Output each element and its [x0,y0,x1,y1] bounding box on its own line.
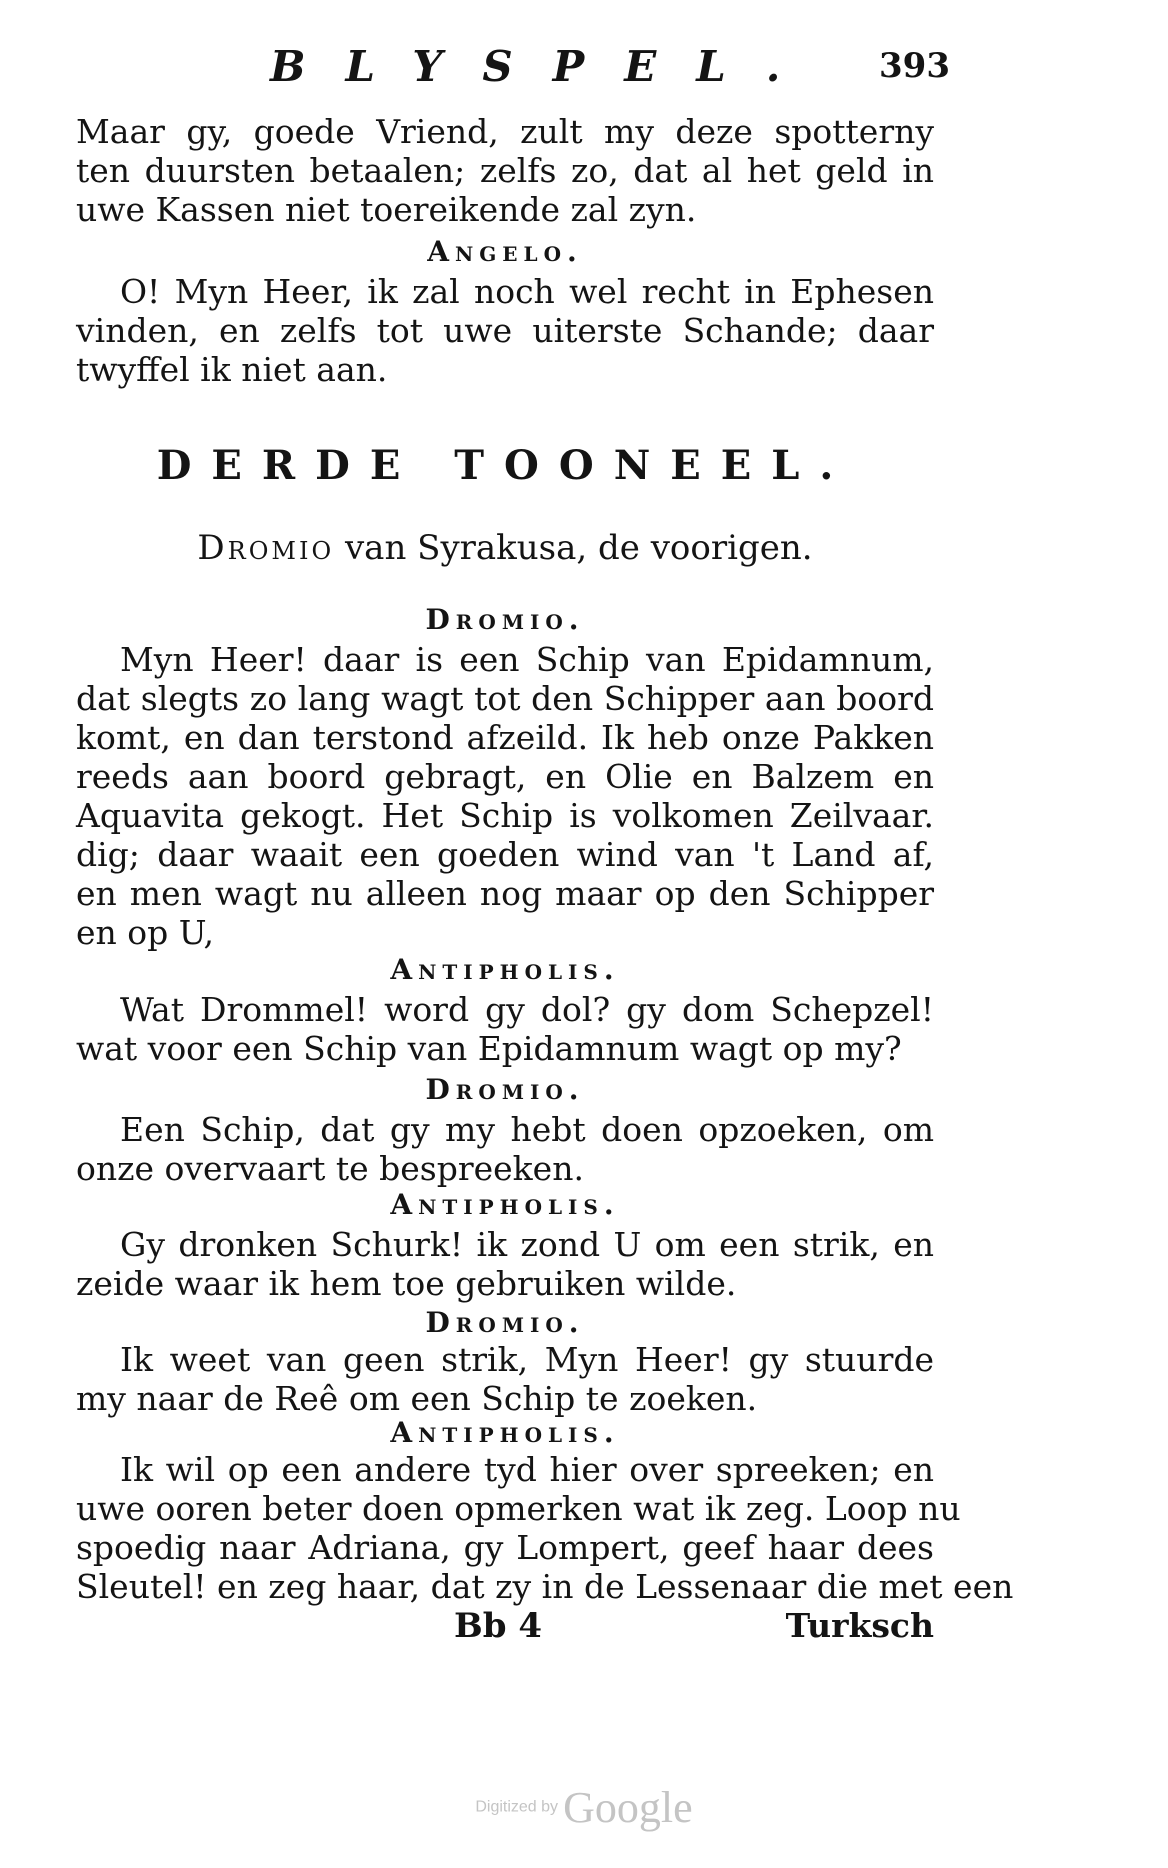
text-line: Wat Drommel! word gy dol? gy dom Schepzel! [120,990,934,1029]
scene-cast-name: Dromio [197,528,335,568]
scene-cast-rest: van Syrakusa, de voorigen. [344,528,813,568]
watermark-prefix: Digitized by [475,1798,559,1816]
watermark-brand: Google [563,1783,693,1832]
text-line: uwe ooren beter doen opmerken wat ik zeg. Loop nu [76,1489,961,1528]
speaker-name: Antipholis. [390,1188,620,1221]
dialogue-block-7 [76,1340,934,1418]
page-number: 393 [879,46,950,86]
text-line: Ik wil op een andere tyd hier over spreeken; en [120,1450,934,1489]
dialogue-block-2 [76,272,934,389]
text-line: reeds aan boord gebragt, en Olie en Balzem en [76,757,934,796]
text-line: Maar gy, goede Vriend, zult my deze spotterny [76,112,934,151]
dialogue-block-4 [76,990,934,1068]
text-line: uwe Kassen niet toereikende zal zyn. [76,190,697,229]
text-line: zeide waar ik hem toe gebruiken wilde. [76,1264,737,1303]
text-line: en men wagt nu alleen nog maar op den Schipper [76,874,934,913]
text-line: O! Myn Heer, ik zal noch wel recht in Ephesen [120,272,934,311]
speaker-name: Angelo. [427,235,583,268]
text-line: Een Schip, dat gy my hebt doen opzoeken, om [120,1110,934,1149]
running-title: BLYSPEL. [270,42,821,91]
text-line: komt, en dan terstond afzeild. Ik heb onze Pakken [76,718,934,757]
text-line: my naar de Reê om een Schip te zoeken. [76,1379,758,1418]
text-line: wat voor een Schip van Epidamnum wagt op my? [76,1029,902,1068]
speaker-name: Antipholis. [390,1416,620,1449]
text-line: Aquavita gekogt. Het Schip is volkomen Zeilvaar. [76,796,934,835]
digitized-watermark [0,1782,1168,1833]
text-line: dat slegts zo lang wagt tot den Schipper aan boord [76,679,934,718]
dialogue-block-8 [76,1450,1014,1606]
text-line: twyffel ik niet aan. [76,350,388,389]
text-line: Gy dronken Schurk! ik zond U om een strik, en [120,1225,934,1264]
page-footer [76,1606,934,1650]
dialogue-block-5 [76,1110,934,1188]
speaker-name: Dromio. [425,603,585,636]
page-header [270,42,950,92]
text-line: spoedig naar Adriana, gy Lompert, geef haar dees [76,1528,934,1567]
dialogue-block-3 [76,640,934,952]
scene-cast [76,528,934,568]
dialogue-block-1 [76,112,934,229]
signature-mark: Bb 4 [454,1606,543,1646]
text-line: vinden, en zelfs tot uwe uiterste Schande; daar [76,311,934,350]
catchword: Turksch [785,1606,934,1645]
speaker-name: Dromio. [425,1306,585,1339]
dialogue-block-6 [76,1225,934,1303]
scene-title: DERDE TOONEEL. [156,442,854,489]
text-line: Myn Heer! daar is een Schip van Epidamnum, [120,640,934,679]
text-line: Ik weet van geen strik, Myn Heer! gy stuurde [120,1340,934,1379]
text-line: en op U, [76,913,215,952]
speaker-name: Antipholis. [390,953,620,986]
text-line: Sleutel! en zeg haar, dat zy in de Lessenaar die met een [76,1567,1014,1606]
speaker-name: Dromio. [425,1073,585,1106]
text-line: onze overvaart te bespreeken. [76,1149,584,1188]
text-line: dig; daar waait een goeden wind van 't Land af, [76,835,934,874]
text-line: ten duursten betaalen; zelfs zo, dat al het geld in [76,151,934,190]
